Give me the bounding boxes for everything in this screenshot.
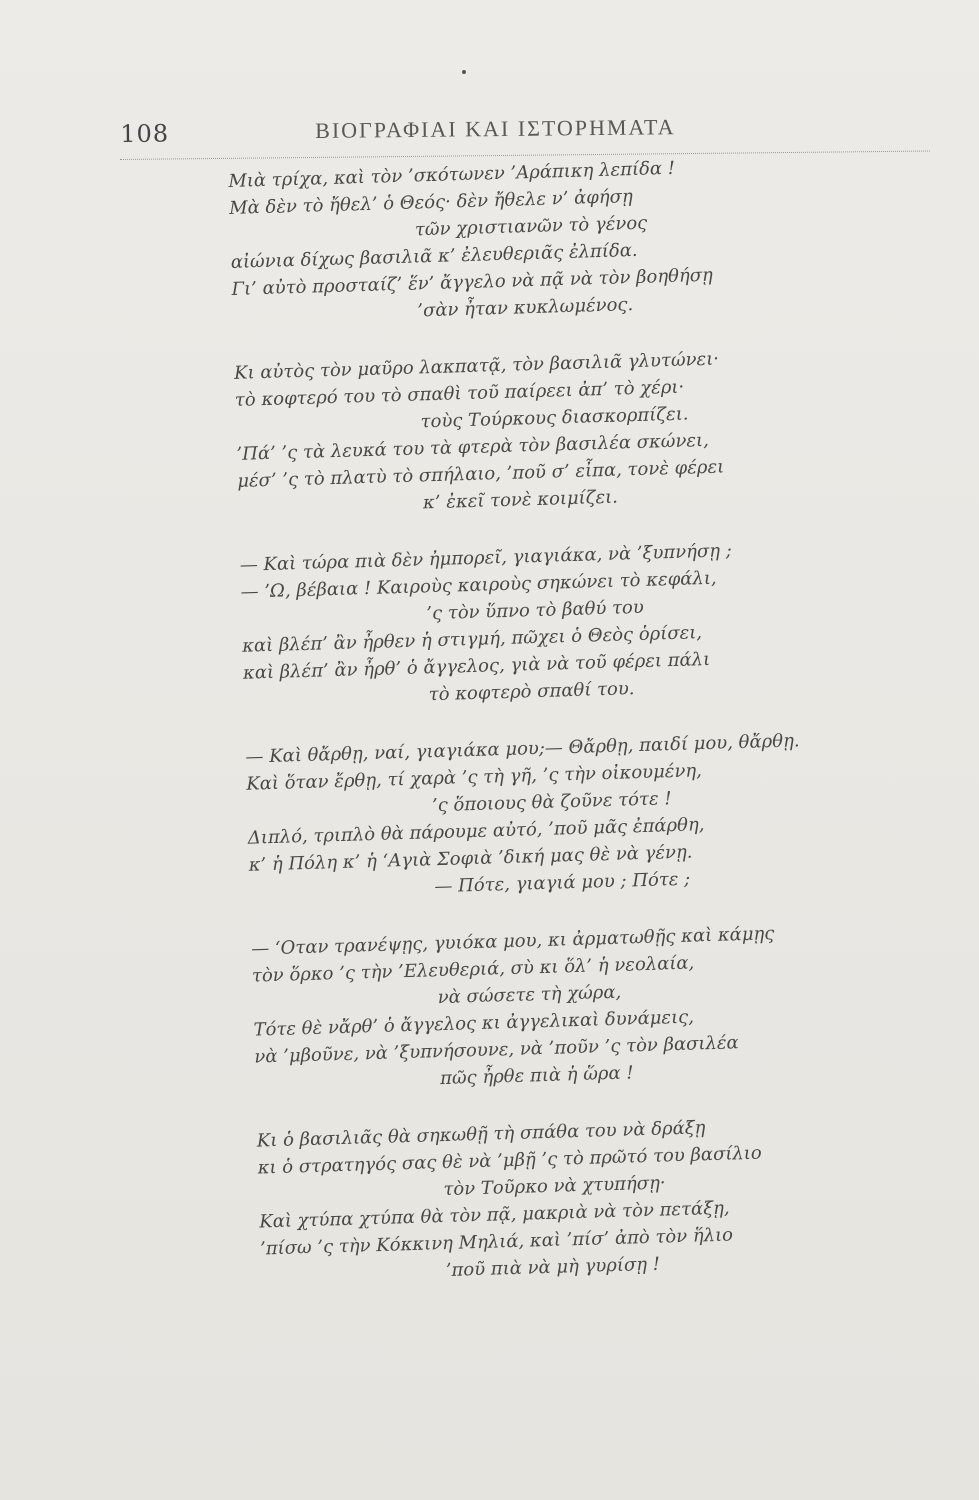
poem-line: Διπλό, τριπλὸ θὰ πάρουμε αὐτό, ’ποῦ μᾶς ἐπάρθη, xyxy=(247,814,705,849)
poem-line: κι ὁ στρατηγός σας θὲ νὰ ’μβῇ ’ς τὸ πρῶτό του βασίλιο xyxy=(257,1142,762,1179)
poem-line: νὰ ’μβοῦνε, νὰ ’ξυπνήσουνε, νὰ ’ποῦν ’ς τὸν βασιλέα xyxy=(254,1032,739,1068)
poem-line: — Καὶ θἄρθῃ, ναί, γιαγιάκα μου;— Θἄρθῃ, παιδί μου, θἄρθῃ. xyxy=(245,730,800,768)
page-header xyxy=(120,104,930,152)
poem-line: κ’ ἐκεῖ τονὲ κοιμίζει. xyxy=(422,486,619,514)
stanza xyxy=(239,531,943,714)
poem-line: Κι αὐτὸς τὸν μαῦρο λακπατᾷ, τὸν βασιλιᾶ γλυτώνει· xyxy=(233,348,720,384)
poem-line: ’ς ὅποιους θὰ ζοῦνε τότε ! xyxy=(431,788,672,817)
poem-text xyxy=(228,147,961,1289)
poem-line: ’σὰν ἦταν κυκλωμένος. xyxy=(417,294,634,322)
poem-line: Καὶ χτύπα χτύπα θὰ τὸν πᾷ, μακριὰ νὰ τὸν πετάξῃ, xyxy=(258,1197,730,1233)
poem-line: τοὺς Τούρκους διασκορπίζει. xyxy=(420,403,689,433)
stanza xyxy=(245,723,949,906)
print-speck xyxy=(462,70,466,74)
poem-line: τὸν ὅρκο ’ς τὴν ’Ελευθεριά, σὺ κι ὅλ’ ἡ νεολαία, xyxy=(251,952,695,987)
stanza xyxy=(256,1107,960,1290)
poem-line: νὰ σώσετε τὴ χώρα, xyxy=(437,981,622,1009)
poem-line: τὸν Τοῦρκο νὰ χτυπήσῃ· xyxy=(443,1172,666,1201)
poem-line: — Καὶ τώρα πιὰ δὲν ἠμπορεῖ, γιαγιάκα, νὰ ’ξυπνήσῃ ; xyxy=(239,540,733,576)
running-head: ΒΙΟΓΡΑΦΙΑΙ ΚΑΙ ΙΣΤΟΡΗΜΑΤΑ xyxy=(315,114,676,143)
poem-line: ’πίσω ’ς τὴν Κόκκινη Μηλιά, καὶ ’πίσ’ ἀπὸ τὸν ἥλιο xyxy=(259,1224,734,1260)
poem-line: ’Πά’ ’ς τὰ λευκά του τὰ φτερὰ τὸν βασιλέα σκώνει, xyxy=(236,429,710,465)
poem-line: Μὰ δὲν τὸ ἤθελ’ ὁ Θεός· δὲν ἤθελε ν’ ἀφήσῃ xyxy=(228,186,634,219)
poem-line: Μιὰ τρίχα, καὶ τὸν ’σκότωνεν ’Αράπικη λεπίδα ! xyxy=(228,157,676,192)
poem-line: Γι’ αὐτὸ προσταίζ’ ἕν’ ἄγγελο νὰ πᾷ νὰ τὸν βοηθήσῃ xyxy=(231,264,714,300)
poem-line: κ’ ἡ Πόλη κ’ ἡ ‘Αγιὰ Σοφιὰ ’δική μας θὲ νὰ γένῃ. xyxy=(248,841,693,876)
poem-line: ’ς τὸν ὕπνο τὸ βαθύ του xyxy=(426,596,645,625)
poem-line: Καὶ ὅταν ἔρθῃ, τί χαρὰ ’ς τὴ γῆ, ’ς τὴν οἰκουμένη, xyxy=(245,760,703,795)
page-number: 108 xyxy=(120,119,170,148)
poem-line: καὶ βλέπ’ ἂν ἦρθεν ἡ στιγμή, πῶχει ὁ Θεὸς ὁρίσει, xyxy=(241,622,703,657)
stanza xyxy=(251,915,955,1098)
poem-line: τὸ κοφτερὸ σπαθί του. xyxy=(428,678,635,706)
stanza xyxy=(228,147,932,330)
poem-line: ’ποῦ πιὰ νὰ μὴ γυρίσῃ ! xyxy=(445,1253,661,1282)
poem-line: Κι ὁ βασιλιᾶς θὰ σηκωθῇ τὴ σπάθα του νὰ δράξῃ xyxy=(256,1117,706,1152)
poem-line: καὶ βλέπ’ ἂν ἦρθ’ ὁ ἄγγελος, γιὰ νὰ τοῦ φέρει πάλι xyxy=(242,648,711,684)
poem-line: αἰώνια δίχως βασιλιᾶ κ’ ἐλευθεριᾶς ἐλπίδα. xyxy=(230,239,638,273)
poem-line: τὸ κοφτερό του τὸ σπαθὶ τοῦ παίρεει ἀπ’ τὸ χέρι· xyxy=(234,376,685,411)
poem-line: — ’Ω, βέβαια ! Καιροὺς καιροὺς σηκώνει τὸ κεφάλι, xyxy=(240,567,717,603)
poem-line: Τότε θὲ νἄρθ’ ὁ ἄγγελος κι ἀγγελικαὶ δυνάμεις, xyxy=(253,1006,695,1041)
poem-line: πῶς ἦρθε πιὰ ἡ ὥρα ! xyxy=(439,1062,634,1090)
poem-line: μέσ’ ’ς τὸ πλατὺ τὸ σπήλαιο, ’ποῦ σ’ εἶπα, τονὲ φέρει xyxy=(236,456,725,492)
poem-line: — ‘Οταν τρανέψῃς, γυιόκα μου, κι ἀρματωθῇς καὶ κάμῃς xyxy=(250,923,775,960)
stanza xyxy=(234,339,938,522)
poem-line: τῶν χριστιανῶν τὸ γένος xyxy=(414,212,648,241)
poem-line: — Πότε, γιαγιά μου ; Πότε ; xyxy=(434,868,691,898)
